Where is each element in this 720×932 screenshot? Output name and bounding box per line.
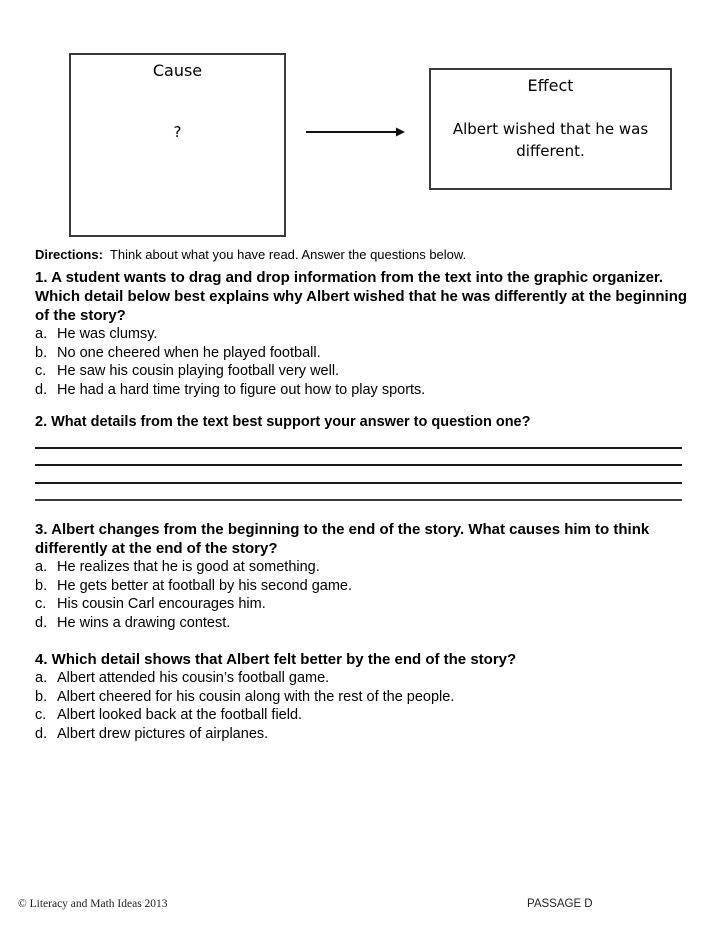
choice-c[interactable]	[35, 362, 690, 381]
question-1	[35, 268, 690, 399]
answer-line-3[interactable]	[35, 482, 682, 484]
choice-text: He wins a drawing contest.	[57, 614, 231, 631]
choice-letter: a.	[35, 559, 48, 575]
choice-list	[35, 325, 690, 399]
choice-b[interactable]	[35, 344, 690, 363]
question-3	[35, 520, 690, 632]
choice-text: Albert looked back at the football field.	[57, 707, 303, 723]
choice-text: His cousin Carl encourages him.	[57, 596, 266, 612]
choice-a[interactable]	[35, 325, 690, 344]
cause-box	[69, 53, 286, 237]
choice-list	[35, 669, 690, 743]
choice-c[interactable]	[35, 595, 690, 614]
choice-b[interactable]	[35, 577, 690, 596]
question-stem: 3. Albert changes from the beginning to the end of the story. What causes him to think differently at the end of the story?	[35, 521, 650, 557]
cause-drop-target[interactable]: ?	[173, 123, 182, 141]
cause-title: Cause	[152, 61, 203, 80]
choice-letter: b.	[35, 688, 48, 705]
choice-b[interactable]	[35, 688, 690, 707]
choice-letter: d.	[35, 725, 48, 742]
answer-line-2[interactable]	[35, 464, 682, 466]
choice-text: No one cheered when he played football.	[57, 344, 321, 361]
choice-letter: a.	[35, 670, 48, 686]
choice-letter: c.	[35, 596, 47, 612]
answer-line-1[interactable]	[35, 447, 682, 449]
question-2	[35, 413, 690, 432]
choice-d[interactable]	[35, 381, 690, 400]
question-stem: 1. A student wants to drag and drop information from the text into the graphic organizer. Which detail below best explains why Albert wished that he was differently at the beginning of the story?	[35, 269, 688, 324]
choice-letter: d.	[35, 614, 48, 631]
choice-text: He saw his cousin playing football very well.	[57, 363, 340, 379]
choice-a[interactable]	[35, 669, 690, 688]
choice-letter: c.	[35, 707, 47, 723]
choice-text: He had a hard time trying to figure out how to play sports.	[57, 381, 426, 398]
choice-text: He realizes that he is good at something.	[57, 559, 320, 575]
question-stem: 2. What details from the text best support your answer to question one?	[35, 414, 531, 430]
effect-box	[429, 68, 672, 190]
choice-c[interactable]	[35, 706, 690, 725]
choice-letter: d.	[35, 381, 48, 398]
choice-text: Albert drew pictures of airplanes.	[57, 725, 269, 742]
copyright-footer: © Literacy and Math Ideas 2013	[18, 898, 168, 910]
choice-letter: b.	[35, 344, 48, 361]
choice-text: Albert attended his cousin’s football game.	[57, 670, 330, 686]
choice-text: He gets better at football by his second game.	[57, 577, 353, 594]
effect-text: Albert wished that he was different.	[452, 120, 649, 160]
choice-letter: c.	[35, 363, 47, 379]
question-stem: 4. Which detail shows that Albert felt better by the end of the story?	[35, 651, 517, 668]
choice-letter: a.	[35, 326, 48, 342]
choice-d[interactable]	[35, 725, 690, 744]
choice-text: He was clumsy.	[57, 326, 158, 342]
choice-letter: b.	[35, 577, 48, 594]
choice-a[interactable]	[35, 558, 690, 577]
choice-list	[35, 558, 690, 632]
directions-text: Think about what you have read. Answer the questions below.	[109, 247, 467, 262]
passage-label: PASSAGE D	[527, 898, 593, 910]
directions-label: Directions:	[35, 247, 103, 262]
answer-line-4[interactable]	[35, 499, 682, 501]
question-4	[35, 650, 690, 743]
directions	[35, 246, 690, 264]
effect-title: Effect	[527, 76, 574, 95]
choice-d[interactable]	[35, 614, 690, 633]
choice-text: Albert cheered for his cousin along with the rest of the people.	[57, 688, 455, 705]
arrow-right-icon	[306, 125, 406, 139]
